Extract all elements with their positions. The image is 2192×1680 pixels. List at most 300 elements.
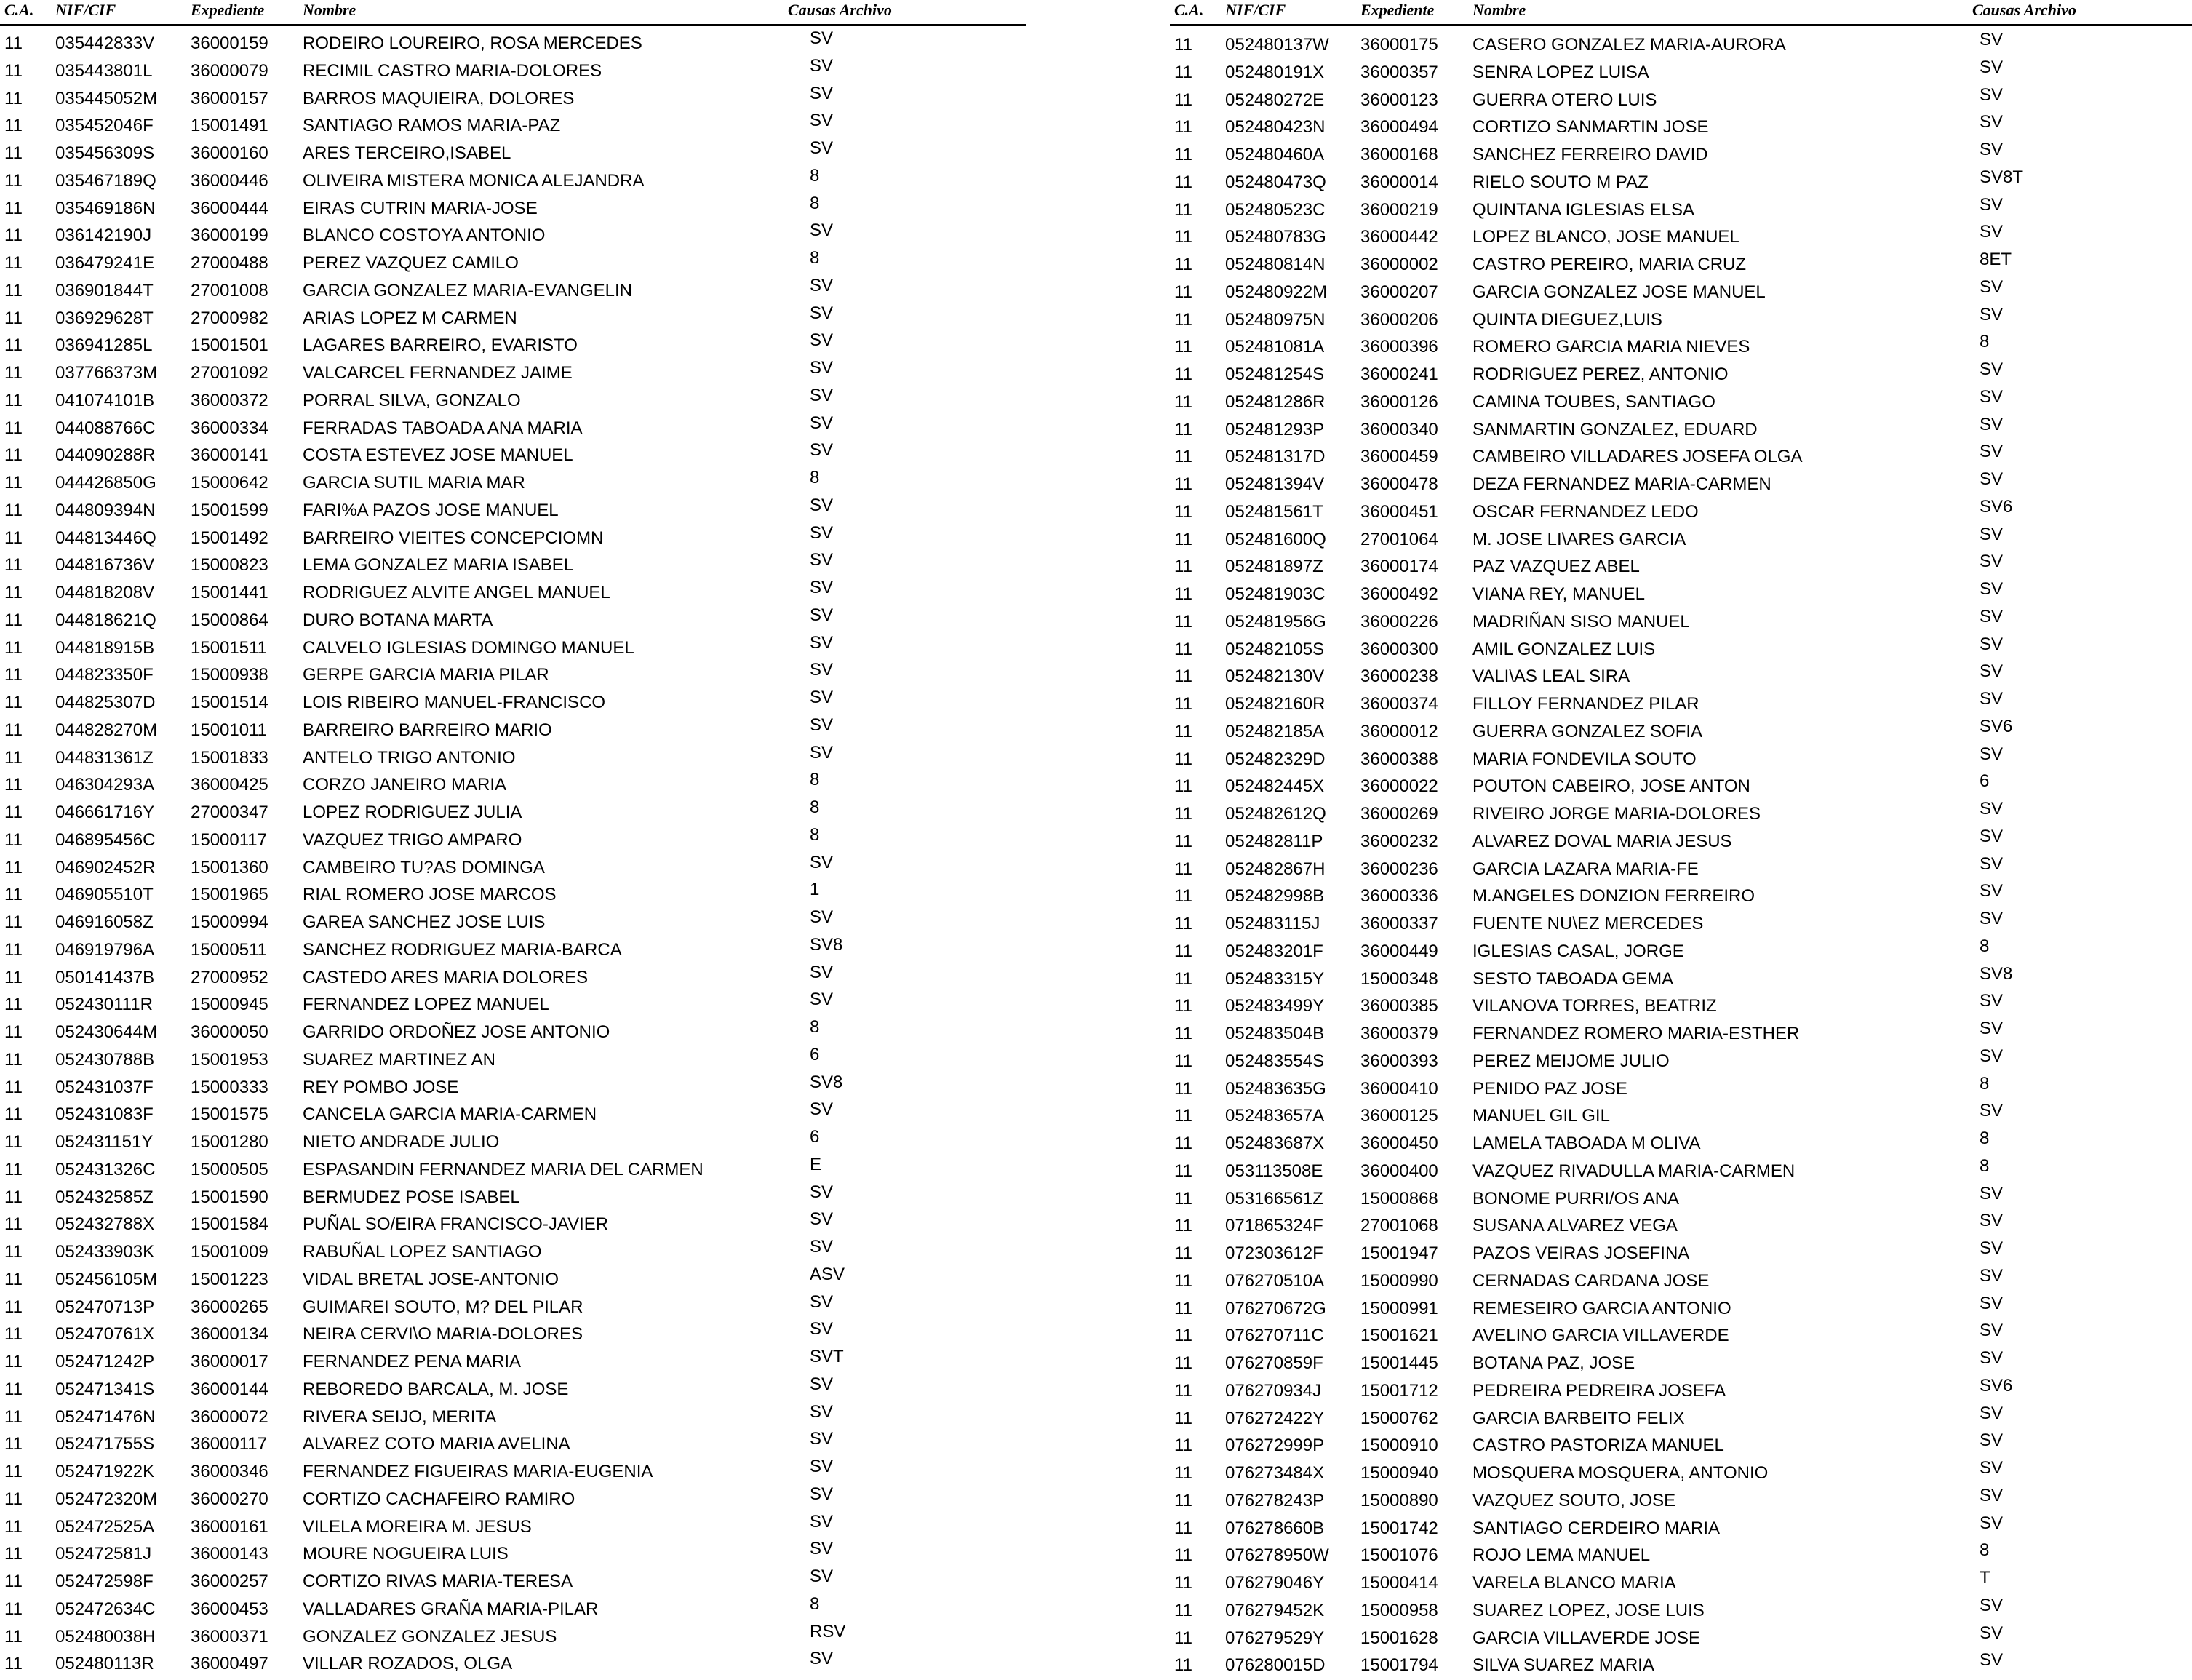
- cell-expediente: 36000388: [1360, 749, 1438, 769]
- cell-causa: SV: [1980, 84, 2004, 105]
- cell-nombre: LEMA GONZALEZ MARIA ISABEL: [303, 555, 574, 576]
- cell-ca: 11: [1174, 419, 1192, 439]
- cell-causa: SV: [1980, 1101, 2004, 1121]
- cell-nombre: VILLAR ROZADOS, OLGA: [303, 1654, 513, 1674]
- cell-nif: 052483635G: [1225, 1078, 1326, 1099]
- cell-nombre: CAMBEIRO TU?AS DOMINGA: [303, 857, 545, 877]
- cell-nif: 052482612Q: [1225, 804, 1326, 824]
- table-row: [1170, 84, 2192, 115]
- cell-ca: 11: [4, 363, 23, 383]
- cell-ca: 11: [4, 253, 23, 273]
- cell-ca: 11: [4, 1434, 23, 1454]
- table-row: [0, 852, 1033, 883]
- cell-nif: 052430788B: [55, 1049, 155, 1070]
- cell-expediente: 15001441: [191, 583, 268, 602]
- cell-causa: SV: [810, 578, 834, 597]
- cell-nif: 052481081A: [1225, 337, 1325, 357]
- table-row: [0, 385, 1033, 415]
- cell-ca: 11: [4, 60, 23, 81]
- cell-causa: SV: [810, 138, 834, 158]
- cell-nif: 044823350F: [55, 665, 154, 685]
- cell-expediente: 15000994: [191, 912, 268, 932]
- table-row: [0, 522, 1033, 553]
- cell-nombre: LOIS RIBEIRO MANUEL-FRANCISCO: [303, 693, 606, 712]
- cell-expediente: 36000410: [1360, 1078, 1438, 1099]
- cell-expediente: 15001599: [191, 500, 268, 520]
- cell-causa: SV: [810, 1511, 834, 1532]
- table-row: [0, 992, 1033, 1019]
- cell-ca: 11: [4, 1159, 23, 1179]
- cell-ca: 11: [4, 829, 23, 850]
- cell-ca: 11: [1174, 337, 1192, 357]
- cell-expediente: 36000072: [191, 1406, 268, 1427]
- cell-causa: SV: [1980, 30, 2004, 49]
- cell-ca: 11: [4, 1132, 23, 1152]
- header-causas: Causas Archivo: [788, 1, 892, 19]
- cell-nombre: SENRA LOPEZ LUISA: [1472, 62, 1649, 82]
- cell-causa: SV: [810, 1429, 834, 1449]
- cell-nif: 052470713P: [55, 1297, 155, 1317]
- cell-nif: 037766373M: [55, 363, 158, 383]
- cell-causa: SV: [810, 330, 834, 351]
- table-row: [1170, 224, 2192, 252]
- cell-nombre: OLIVEIRA MISTERA MONICA ALEJANDRA: [303, 170, 645, 191]
- cell-nombre: NEIRA CERVI\O MARIA-DOLORES: [303, 1324, 583, 1345]
- cell-nif: 036929628T: [55, 308, 154, 328]
- cell-nombre: SANMARTIN GONZALEZ, EDUARD: [1472, 419, 1758, 439]
- cell-causa: RSV: [810, 1621, 846, 1641]
- cell-causa: SV: [810, 1566, 834, 1586]
- cell-causa: SV: [1980, 1650, 2004, 1671]
- cell-expediente: 36000337: [1360, 914, 1438, 933]
- cell-causa: SV: [1980, 524, 2004, 544]
- table-row: [1170, 716, 2192, 747]
- cell-nif: 052483554S: [1225, 1051, 1325, 1071]
- cell-nif: 036941285L: [55, 335, 153, 356]
- cell-ca: 11: [4, 1379, 23, 1399]
- table-row: [0, 797, 1033, 827]
- cell-ca: 11: [1174, 89, 1192, 110]
- cell-expediente: 36000334: [191, 418, 268, 438]
- cell-ca: 11: [4, 1626, 23, 1647]
- table-row: [0, 909, 1033, 937]
- cell-nif: 052483657A: [1225, 1106, 1325, 1126]
- cell-nif: 052481897Z: [1225, 557, 1323, 577]
- table-row: [0, 303, 1033, 333]
- cell-expediente: 36000117: [191, 1434, 267, 1454]
- table-row: [1170, 773, 2192, 801]
- cell-expediente: 27000952: [191, 967, 268, 987]
- cell-expediente: 36000012: [1360, 721, 1438, 741]
- table-row: [1170, 936, 2192, 966]
- table-row: [1170, 1625, 2192, 1653]
- cell-nombre: RIELO SOUTO M PAZ: [1472, 172, 1649, 192]
- cell-nif: 044818915B: [55, 637, 155, 658]
- cell-nombre: ARES TERCEIRO,ISABEL: [303, 143, 511, 163]
- table-row: [0, 1044, 1033, 1075]
- cell-nif: 035467189Q: [55, 170, 156, 191]
- table-row: [1170, 194, 2192, 225]
- cell-ca: 11: [4, 720, 23, 740]
- cell-causa: SV: [1980, 57, 2004, 77]
- cell-causa: SV: [1980, 744, 2004, 764]
- cell-expediente: 36000219: [1360, 199, 1438, 220]
- cell-nombre: CASTRO PASTORIZA MANUEL: [1472, 1436, 1724, 1456]
- cell-expediente: 36000143: [191, 1544, 268, 1564]
- cell-ca: 11: [4, 665, 23, 685]
- cell-causa: SV: [810, 495, 834, 515]
- cell-ca: 11: [4, 1297, 23, 1317]
- cell-nif: 052472634C: [55, 1599, 156, 1619]
- cell-expediente: 36000265: [191, 1297, 268, 1317]
- table-row: [0, 1211, 1033, 1239]
- cell-nif: 052480191X: [1225, 62, 1325, 82]
- cell-ca: 11: [1174, 1188, 1192, 1209]
- cell-causa: SV: [1980, 222, 2004, 242]
- cell-nif: 052431037F: [55, 1077, 154, 1097]
- cell-nombre: VALCARCEL FERNANDEZ JAIME: [303, 363, 573, 383]
- cell-expediente: 36000134: [191, 1324, 268, 1345]
- cell-expediente: 15001965: [191, 885, 268, 905]
- cell-nif: 053166561Z: [1225, 1188, 1323, 1209]
- cell-nombre: RABUÑAL LOPEZ SANTIAGO: [303, 1242, 542, 1262]
- cell-ca: 11: [4, 1352, 23, 1372]
- cell-ca: 11: [1174, 1106, 1192, 1126]
- cell-ca: 11: [1174, 309, 1192, 330]
- cell-ca: 11: [1174, 1134, 1192, 1153]
- header-nif: NIF/CIF: [55, 1, 116, 19]
- table-row: [0, 1566, 1033, 1596]
- cell-ca: 11: [1174, 172, 1192, 192]
- cell-ca: 11: [1174, 282, 1192, 302]
- cell-nif: 052480783G: [1225, 227, 1326, 247]
- cell-ca: 11: [1174, 255, 1192, 274]
- table-row: [0, 1374, 1033, 1404]
- table-row: [1170, 276, 2192, 307]
- cell-expediente: 27001068: [1360, 1216, 1438, 1236]
- cell-nombre: BARREIRO BARREIRO MARIO: [303, 720, 552, 740]
- cell-nif: 052472525A: [55, 1516, 155, 1537]
- cell-expediente: 36000141: [191, 445, 268, 466]
- cell-nombre: VALI\AS LEAL SIRA: [1472, 666, 1630, 687]
- table-row: [0, 28, 1033, 58]
- cell-nif: 052480038H: [55, 1626, 156, 1647]
- cell-causa: SV: [1980, 689, 2004, 709]
- cell-causa: SV: [810, 275, 834, 295]
- cell-ca: 11: [4, 226, 23, 246]
- cell-nif: 052471755S: [55, 1434, 155, 1454]
- cell-nombre: FERNANDEZ PENA MARIA: [303, 1352, 522, 1372]
- cell-expediente: 36000168: [1360, 145, 1438, 164]
- table-row: [0, 330, 1033, 360]
- cell-nif: 052430111R: [55, 995, 153, 1015]
- cell-causa: SV: [810, 714, 834, 735]
- cell-ca: 11: [1174, 1628, 1192, 1648]
- table-row: [0, 1486, 1033, 1514]
- cell-nombre: ROMERO GARCIA MARIA NIEVES: [1472, 337, 1750, 357]
- cell-nombre: GARCIA BARBEITO FELIX: [1472, 1408, 1685, 1428]
- cell-causa: SV: [1980, 579, 2004, 599]
- cell-nombre: RECIMIL CASTRO MARIA-DOLORES: [303, 60, 602, 81]
- table-row: [1170, 634, 2192, 664]
- cell-causa: SV: [1980, 1183, 2004, 1203]
- cell-nombre: CASTRO PEREIRO, MARIA CRUZ: [1472, 255, 1747, 274]
- cell-nif: 044828270M: [55, 720, 158, 740]
- cell-causa: SV: [1980, 1513, 2004, 1533]
- cell-expediente: 36000241: [1360, 365, 1438, 384]
- cell-nombre: SUAREZ LOPEZ, JOSE LUIS: [1472, 1600, 1705, 1620]
- cell-nif: 044831361Z: [55, 747, 154, 768]
- cell-causa: SV8: [1980, 963, 2013, 984]
- cell-nif: 046304293A: [55, 775, 155, 795]
- cell-expediente: 15000938: [191, 665, 268, 685]
- cell-nif: 052483504B: [1225, 1024, 1325, 1043]
- table-row: [1170, 853, 2192, 884]
- cell-ca: 11: [4, 1489, 23, 1509]
- cell-expediente: 36000125: [1360, 1106, 1438, 1126]
- cell-expediente: 15001794: [1360, 1655, 1438, 1676]
- cell-causa: SV: [1980, 661, 2004, 682]
- cell-nombre: REY POMBO JOSE: [303, 1077, 459, 1097]
- cell-ca: 11: [1174, 1270, 1192, 1291]
- cell-nif: 052431083F: [55, 1104, 154, 1125]
- cell-causa: SV: [810, 440, 834, 461]
- table-row: [0, 360, 1033, 388]
- cell-nombre: OSCAR FERNANDEZ LEDO: [1472, 501, 1699, 522]
- table-row: [0, 1072, 1033, 1102]
- cell-ca: 11: [1174, 1161, 1192, 1181]
- cell-nif: 052483315Y: [1225, 968, 1325, 989]
- cell-expediente: 15000945: [191, 995, 268, 1015]
- cell-ca: 11: [4, 418, 23, 438]
- cell-ca: 11: [4, 1214, 23, 1235]
- table-row: [0, 662, 1033, 690]
- header-ca: C.A.: [1174, 1, 1204, 19]
- cell-nif: 076279529Y: [1225, 1628, 1325, 1648]
- cell-ca: 11: [1174, 199, 1192, 220]
- cell-nombre: CAMINA TOUBES, SANTIAGO: [1472, 391, 1715, 412]
- cell-nif: 076273484X: [1225, 1463, 1325, 1483]
- cell-nombre: CAMBEIRO VILLADARES JOSEFA OLGA: [1472, 447, 1803, 467]
- cell-nombre: MOURE NOGUEIRA LUIS: [303, 1544, 509, 1564]
- table-row: [1170, 883, 2192, 911]
- cell-nif: 036479241E: [55, 253, 155, 273]
- cell-nif: 052483687X: [1225, 1134, 1325, 1153]
- cell-nombre: VALLADARES GRAÑA MARIA-PILAR: [303, 1599, 599, 1619]
- cell-expediente: 15001953: [191, 1049, 268, 1070]
- cell-nombre: FERRADAS TABOADA ANA MARIA: [303, 418, 583, 438]
- cell-nombre: ALVAREZ COTO MARIA AVELINA: [303, 1434, 570, 1454]
- cell-expediente: 36000226: [1360, 611, 1438, 632]
- cell-ca: 11: [4, 88, 23, 108]
- table-row: [1170, 386, 2192, 417]
- cell-nif: 052483499Y: [1225, 996, 1325, 1016]
- table-row: [0, 470, 1033, 498]
- cell-causa: SV: [810, 1099, 834, 1120]
- cell-expediente: 36000451: [1360, 501, 1438, 522]
- cell-causa: SV: [1980, 1348, 2004, 1368]
- cell-ca: 11: [4, 747, 23, 768]
- cell-ca: 11: [4, 1324, 23, 1345]
- cell-expediente: 36000270: [191, 1489, 268, 1509]
- table-row: [0, 1154, 1033, 1185]
- cell-expediente: 36000459: [1360, 447, 1438, 467]
- table-row: [0, 714, 1033, 745]
- table-row: [0, 1264, 1033, 1294]
- cell-nif: 052482445X: [1225, 776, 1325, 797]
- cell-ca: 11: [1174, 62, 1192, 82]
- cell-ca: 11: [1174, 941, 1192, 961]
- cell-causa: 8: [1980, 1128, 1990, 1148]
- table-row: [0, 1239, 1033, 1267]
- cell-causa: SV: [810, 1457, 834, 1476]
- cell-nif: 076279452K: [1225, 1600, 1325, 1620]
- cell-expediente: 36000492: [1360, 584, 1438, 604]
- cell-causa: SV: [1980, 1458, 2004, 1478]
- cell-causa: SV: [810, 28, 834, 48]
- cell-expediente: 36000446: [191, 170, 268, 191]
- cell-causa: SV: [810, 1539, 834, 1559]
- table-row: [1170, 1155, 2192, 1186]
- cell-nif: 052480473Q: [1225, 172, 1326, 192]
- cell-causa: SV: [1980, 469, 2004, 489]
- cell-causa: SV: [1980, 1430, 2004, 1451]
- cell-nombre: PORRAL SILVA, GONZALO: [303, 390, 521, 410]
- cell-nombre: GARCIA SUTIL MARIA MAR: [303, 473, 525, 493]
- cell-causa: SV6: [1980, 1375, 2013, 1396]
- cell-causa: SV: [810, 83, 834, 103]
- cell-ca: 11: [4, 280, 23, 300]
- cell-nombre: SANTIAGO CERDEIRO MARIA: [1472, 1518, 1721, 1538]
- cell-expediente: 36000453: [191, 1599, 268, 1619]
- header-nombre: Nombre: [1472, 1, 1526, 19]
- cell-ca: 11: [4, 1654, 23, 1674]
- header-nombre: Nombre: [303, 1, 356, 19]
- cell-causa: 8: [810, 468, 820, 487]
- table-row: [1170, 911, 2192, 939]
- cell-causa: SV: [810, 907, 834, 927]
- cell-expediente: 36000357: [1360, 62, 1438, 82]
- cell-causa: SV: [810, 413, 834, 433]
- table-row: [1170, 32, 2192, 60]
- cell-causa: SV: [1980, 853, 2004, 874]
- header-rule: [1170, 24, 2192, 26]
- cell-ca: 11: [1174, 447, 1192, 467]
- table-row: [0, 1651, 1033, 1679]
- table-row: [1170, 1595, 2192, 1625]
- cell-nombre: LOPEZ BLANCO, JOSE MANUEL: [1472, 227, 1739, 247]
- cell-ca: 11: [4, 885, 23, 905]
- cell-causa: SV: [1980, 1321, 2004, 1341]
- cell-ca: 11: [4, 1572, 23, 1591]
- cell-expediente: 36000236: [1360, 859, 1438, 879]
- cell-expediente: 36000385: [1360, 996, 1438, 1016]
- table-row: [0, 1541, 1033, 1569]
- cell-nif: 052481286R: [1225, 391, 1326, 412]
- cell-expediente: 15000864: [191, 610, 268, 630]
- cell-ca: 11: [1174, 1243, 1192, 1263]
- table-row: [1170, 1265, 2192, 1296]
- table-row: [0, 275, 1033, 306]
- cell-nombre: PAZ VAZQUEZ ABEL: [1472, 557, 1640, 577]
- cell-nif: 046919796A: [55, 939, 155, 960]
- cell-causa: SV: [810, 522, 834, 543]
- cell-nombre: SUAREZ MARTINEZ AN: [303, 1049, 495, 1070]
- cell-expediente: 15000990: [1360, 1270, 1438, 1291]
- cell-nombre: MOSQUERA MOSQUERA, ANTONIO: [1472, 1463, 1769, 1483]
- table-row: [1170, 524, 2192, 554]
- cell-ca: 11: [4, 995, 23, 1015]
- cell-expediente: 15001742: [1360, 1518, 1438, 1538]
- cell-nif: 076280015D: [1225, 1655, 1326, 1676]
- cell-nif: 036901844T: [55, 280, 154, 300]
- cell-expediente: 36000494: [1360, 117, 1438, 138]
- cell-nombre: BOTANA PAZ, JOSE: [1472, 1353, 1635, 1373]
- cell-expediente: 15001514: [191, 693, 268, 712]
- cell-nif: 076270934J: [1225, 1380, 1322, 1401]
- cell-nif: 052480272E: [1225, 89, 1325, 110]
- table-row: [1170, 1652, 2192, 1680]
- cell-expediente: 36000157: [191, 88, 268, 108]
- header-expediente: Expediente: [191, 1, 265, 19]
- cell-expediente: 15001223: [191, 1269, 268, 1289]
- cell-causa: SV: [1980, 909, 2004, 928]
- cell-nif: 052472581J: [55, 1544, 152, 1564]
- cell-ca: 11: [1174, 35, 1192, 55]
- cell-causa: SV: [1980, 634, 2004, 654]
- cell-ca: 11: [4, 1462, 23, 1481]
- cell-causa: SVT: [810, 1347, 844, 1366]
- cell-expediente: 15001009: [191, 1242, 268, 1262]
- cell-nif: 052471242P: [55, 1352, 155, 1372]
- cell-nombre: SILVA SUAREZ MARIA: [1472, 1655, 1654, 1676]
- cell-causa: SV: [1980, 276, 2004, 297]
- table-row: [0, 1349, 1033, 1377]
- cell-nombre: DURO BOTANA MARTA: [303, 610, 493, 630]
- cell-causa: SV: [810, 605, 834, 625]
- cell-nombre: POUTON CABEIRO, JOSE ANTON: [1472, 776, 1750, 797]
- table-row: [1170, 1048, 2192, 1076]
- cell-expediente: 27000488: [191, 253, 268, 273]
- cell-nif: 046895456C: [55, 829, 156, 850]
- cell-expediente: 15001584: [191, 1214, 268, 1235]
- cell-ca: 11: [4, 610, 23, 630]
- cell-nif: 052482998B: [1225, 886, 1325, 907]
- table-row: [0, 1511, 1033, 1542]
- table-row: [1170, 1183, 2192, 1214]
- table-row: [0, 605, 1033, 635]
- cell-ca: 11: [4, 500, 23, 520]
- cell-nif: 052482160R: [1225, 694, 1326, 714]
- table-row: [0, 632, 1033, 663]
- cell-causa: SV: [810, 385, 834, 405]
- cell-nombre: PEDREIRA PEDREIRA JOSEFA: [1472, 1380, 1726, 1401]
- cell-nif: 052481956G: [1225, 611, 1326, 632]
- cell-ca: 11: [1174, 859, 1192, 879]
- cell-nif: 076270672G: [1225, 1298, 1326, 1318]
- table-row: [1170, 581, 2192, 609]
- cell-nombre: CORTIZO RIVAS MARIA-TERESA: [303, 1572, 573, 1591]
- cell-nombre: ROJO LEMA MANUEL: [1472, 1545, 1651, 1566]
- cell-expediente: 36000336: [1360, 886, 1438, 907]
- cell-causa: SV: [810, 852, 834, 872]
- cell-ca: 11: [1174, 968, 1192, 989]
- table-row: [1170, 1375, 2192, 1406]
- cell-expediente: 36000379: [1360, 1024, 1438, 1043]
- cell-causa: SV: [810, 742, 834, 763]
- table-row: [1170, 1403, 2192, 1433]
- table-row: [1170, 414, 2192, 445]
